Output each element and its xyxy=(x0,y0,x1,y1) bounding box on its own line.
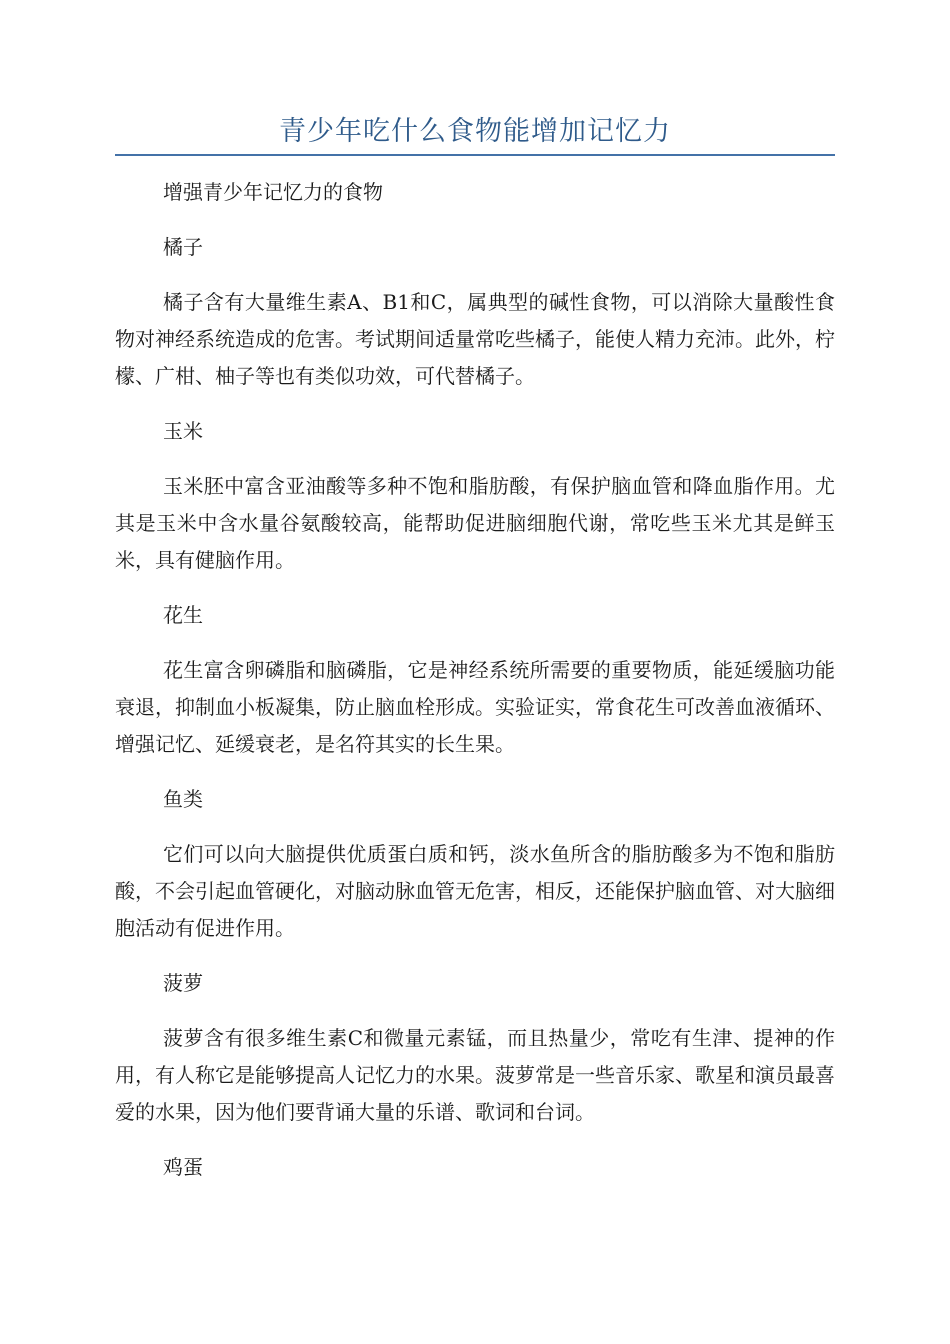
section-heading-orange: 橘子 xyxy=(163,235,203,259)
section-heading-egg: 鸡蛋 xyxy=(163,1155,203,1179)
section-text-orange: 橘子含有大量维生素A、B1和C，属典型的碱性食物，可以消除大量酸性食物对神经系统造成的危害。考试期间适量常吃些橘子，能使人精力充沛。此外，柠檬、广柑、柚子等也有类似功效，可代替橘子。 xyxy=(115,290,835,388)
intro-heading: 增强青少年记忆力的食物 xyxy=(163,180,383,204)
section-text-fish: 它们可以向大脑提供优质蛋白质和钙，淡水鱼所含的脂肪酸多为不饱和脂肪酸，不会引起血管硬化，对脑动脉血管无危害，相反，还能保护脑血管、对大脑细胞活动有促进作用。 xyxy=(115,842,835,940)
page-title: 青少年吃什么食物能增加记忆力 xyxy=(279,116,671,147)
title-underline xyxy=(115,154,835,156)
section-text-corn: 玉米胚中富含亚油酸等多种不饱和脂肪酸，有保护脑血管和降血脂作用。尤其是玉米中含水量谷氨酸较高，能帮助促进脑细胞代谢，常吃些玉米尤其是鲜玉米，具有健脑作用。 xyxy=(115,474,835,572)
section-heading-corn: 玉米 xyxy=(163,419,203,443)
section-heading-fish: 鱼类 xyxy=(163,787,203,811)
section-heading-pineapple: 菠萝 xyxy=(163,971,203,995)
section-text-peanut: 花生富含卵磷脂和脑磷脂，它是神经系统所需要的重要物质，能延缓脑功能衰退，抑制血小板凝集，防止脑血栓形成。实验证实，常食花生可改善血液循环、增强记忆、延缓衰老，是名符其实的长生果。 xyxy=(115,658,835,756)
section-heading-peanut: 花生 xyxy=(163,603,203,627)
document-body xyxy=(115,174,835,1204)
section-text-pineapple: 菠萝含有很多维生素C和微量元素锰，而且热量少，常吃有生津、提神的作用，有人称它是能够提高人记忆力的水果。菠萝常是一些音乐家、歌星和演员最喜爱的水果，因为他们要背诵大量的乐谱、歌词和台词。 xyxy=(115,1026,835,1124)
